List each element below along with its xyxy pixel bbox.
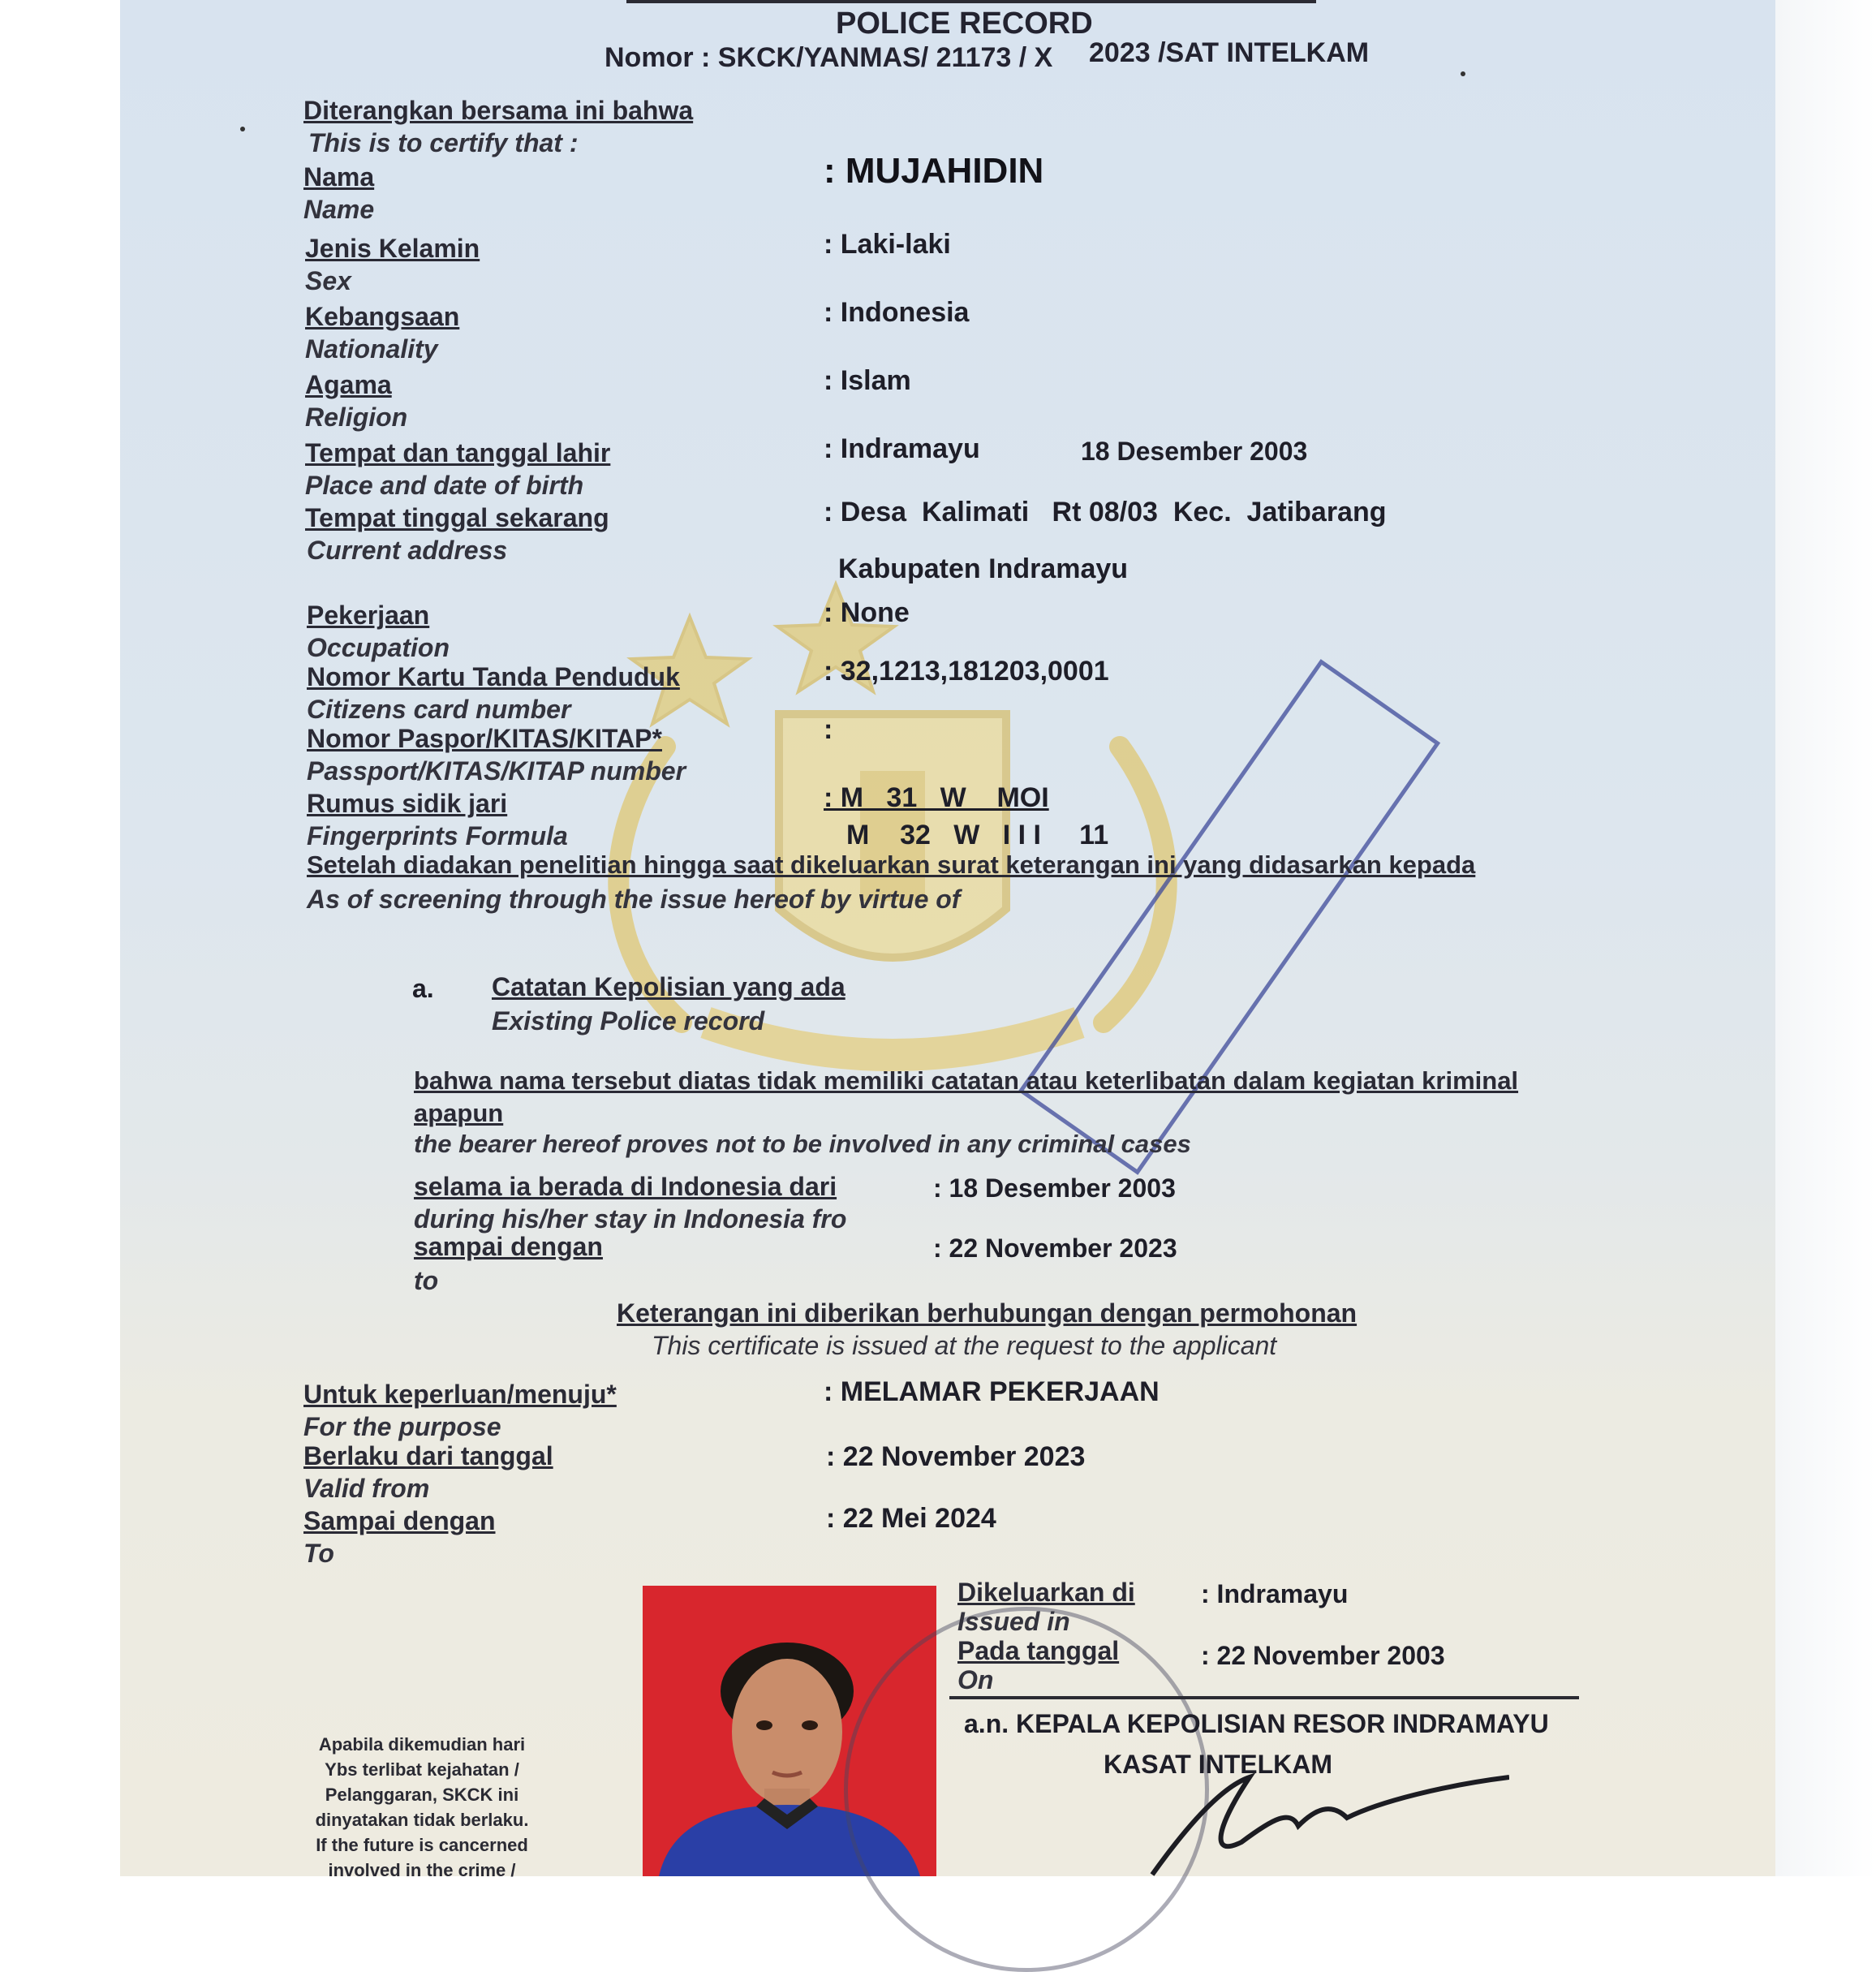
issued-in-value: : Indramayu (1201, 1579, 1349, 1608)
signature (1120, 1769, 1509, 1876)
valid-from-label-en: Valid from (303, 1474, 430, 1503)
issue-date-label-en: On (957, 1665, 994, 1694)
birth-label-en: Place and date of birth (305, 471, 584, 500)
document-number: Nomor : SKCK/YANMAS/ 21173 / X (605, 42, 1053, 73)
id-card-value: : 32,1213,181203,0001 (824, 656, 1109, 687)
stay-from-value: : 18 Desember 2003 (933, 1173, 1176, 1203)
authority-line-2: KASAT INTELKAM (1104, 1750, 1333, 1779)
fingerprint-label: Rumus sidik jari (307, 789, 508, 818)
valid-until-label-en: To (303, 1539, 334, 1568)
screening-text-en: As of screening through the issue hereof by virtue of (307, 885, 961, 914)
address-label-en: Current address (307, 536, 508, 565)
religion-label: Agama (305, 370, 392, 399)
passport-value: : (824, 714, 833, 745)
nationality-label: Kebangsaan (305, 302, 460, 331)
intro-text-en: This is to certify that : (308, 128, 579, 157)
passport-label-en: Passport/KITAS/KITAP number (307, 756, 686, 786)
birth-place-value: : Indramayu (824, 433, 980, 464)
issue-date-value: : 22 November 2003 (1201, 1641, 1445, 1670)
nationality-label-en: Nationality (305, 334, 438, 364)
paper-speck (1461, 71, 1465, 76)
valid-from-value: : 22 November 2023 (826, 1441, 1086, 1472)
address-line-1: : Desa Kalimati Rt 08/03 Kec. Jatibarang (824, 497, 1387, 527)
purpose-label: Untuk keperluan/menuju* (303, 1380, 617, 1409)
fingerprint-label-en: Fingerprints Formula (307, 821, 568, 850)
stay-from-label: selama ia berada di Indonesia dari (414, 1172, 837, 1201)
stay-to-label: sampai dengan (414, 1232, 603, 1261)
request-text: Keterangan ini diberikan berhubungan dengan permohonan (617, 1298, 1358, 1328)
address-label: Tempat tinggal sekarang (305, 503, 609, 532)
signature-divider (949, 1696, 1579, 1699)
name-label: Nama (303, 162, 375, 192)
religion-value: : Islam (824, 365, 911, 396)
validity-note-line: involved in the crime / (328, 1860, 516, 1880)
validity-note-line: Apabila dikemudian hari (318, 1734, 526, 1755)
sex-value: : Laki-laki (824, 229, 951, 260)
record-label-en: Existing Police record (492, 1006, 765, 1036)
fingerprint-line-2: M 32 W I I I 11 (846, 820, 1109, 850)
nationality-value: : Indonesia (824, 297, 970, 328)
intro-text: Diterangkan bersama ini bahwa (303, 96, 694, 125)
title-underline (626, 0, 1316, 3)
document-title: POLICE RECORD (836, 6, 1093, 41)
record-statement: bahwa nama tersebut diatas tidak memiliki catatan atau keterlibatan dalam kegiatan kriminal (414, 1066, 1519, 1095)
purpose-label-en: For the purpose (303, 1412, 501, 1441)
religion-label-en: Religion (305, 403, 408, 432)
authority-line-1: a.n. KEPALA KEPOLISIAN RESOR INDRAMAYU (964, 1709, 1549, 1738)
validity-note-line: dinyatakan tidak berlaku. (315, 1810, 529, 1830)
record-label: Catatan Kepolisian yang ada (492, 972, 845, 1001)
birth-label: Tempat dan tanggal lahir (305, 438, 611, 467)
issued-in-label-en: Issued in (957, 1607, 1070, 1636)
birth-date-value: 18 Desember 2003 (1081, 437, 1308, 466)
occupation-value: : None (824, 597, 910, 628)
request-text-en: This certificate is issued at the request to the applicant (652, 1331, 1277, 1360)
stay-to-value: : 22 November 2023 (933, 1234, 1177, 1263)
stay-to-label-en: to (414, 1266, 439, 1295)
name-label-en: Name (303, 195, 375, 224)
stay-from-label-en: during his/her stay in Indonesia fro (414, 1204, 847, 1234)
purpose-value: : MELAMAR PEKERJAAN (824, 1376, 1160, 1407)
id-card-label: Nomor Kartu Tanda Penduduk (307, 662, 680, 691)
document-number-suffix: 2023 /SAT INTELKAM (1089, 37, 1370, 68)
paper-speck (240, 127, 245, 131)
valid-from-label: Berlaku dari tanggal (303, 1441, 553, 1470)
record-marker: a. (412, 974, 434, 1003)
record-statement-2: apapun (414, 1099, 504, 1127)
passport-label: Nomor Paspor/KITAS/KITAP* (307, 724, 662, 753)
sex-label: Jenis Kelamin (305, 234, 480, 263)
occupation-label-en: Occupation (307, 633, 450, 662)
validity-note-line: Ybs terlibat kejahatan / (325, 1759, 519, 1780)
valid-until-value: : 22 Mei 2024 (826, 1503, 996, 1534)
address-line-2: Kabupaten Indramayu (838, 553, 1129, 584)
validity-note-line: If the future is cancerned (316, 1835, 528, 1855)
issued-in-label: Dikeluarkan di (957, 1578, 1135, 1607)
record-statement-en: the bearer hereof proves not to be involved in any criminal cases (414, 1130, 1191, 1158)
paper-edge (1775, 0, 1876, 1876)
validity-note-line: Pelanggaran, SKCK ini (325, 1785, 519, 1805)
id-card-label-en: Citizens card number (307, 695, 571, 724)
occupation-label: Pekerjaan (307, 601, 430, 630)
validity-note (300, 1732, 544, 1883)
name-value: : MUJAHIDIN (824, 151, 1044, 191)
screening-text: Setelah diadakan penelitian hingga saat dikeluarkan surat keterangan ini yang didasarkan kepada (307, 850, 1476, 879)
sex-label-en: Sex (305, 266, 351, 295)
issue-date-label: Pada tanggal (957, 1636, 1120, 1665)
fingerprint-line-1: : M 31 W MOI (824, 782, 1049, 813)
valid-until-label: Sampai dengan (303, 1506, 496, 1535)
